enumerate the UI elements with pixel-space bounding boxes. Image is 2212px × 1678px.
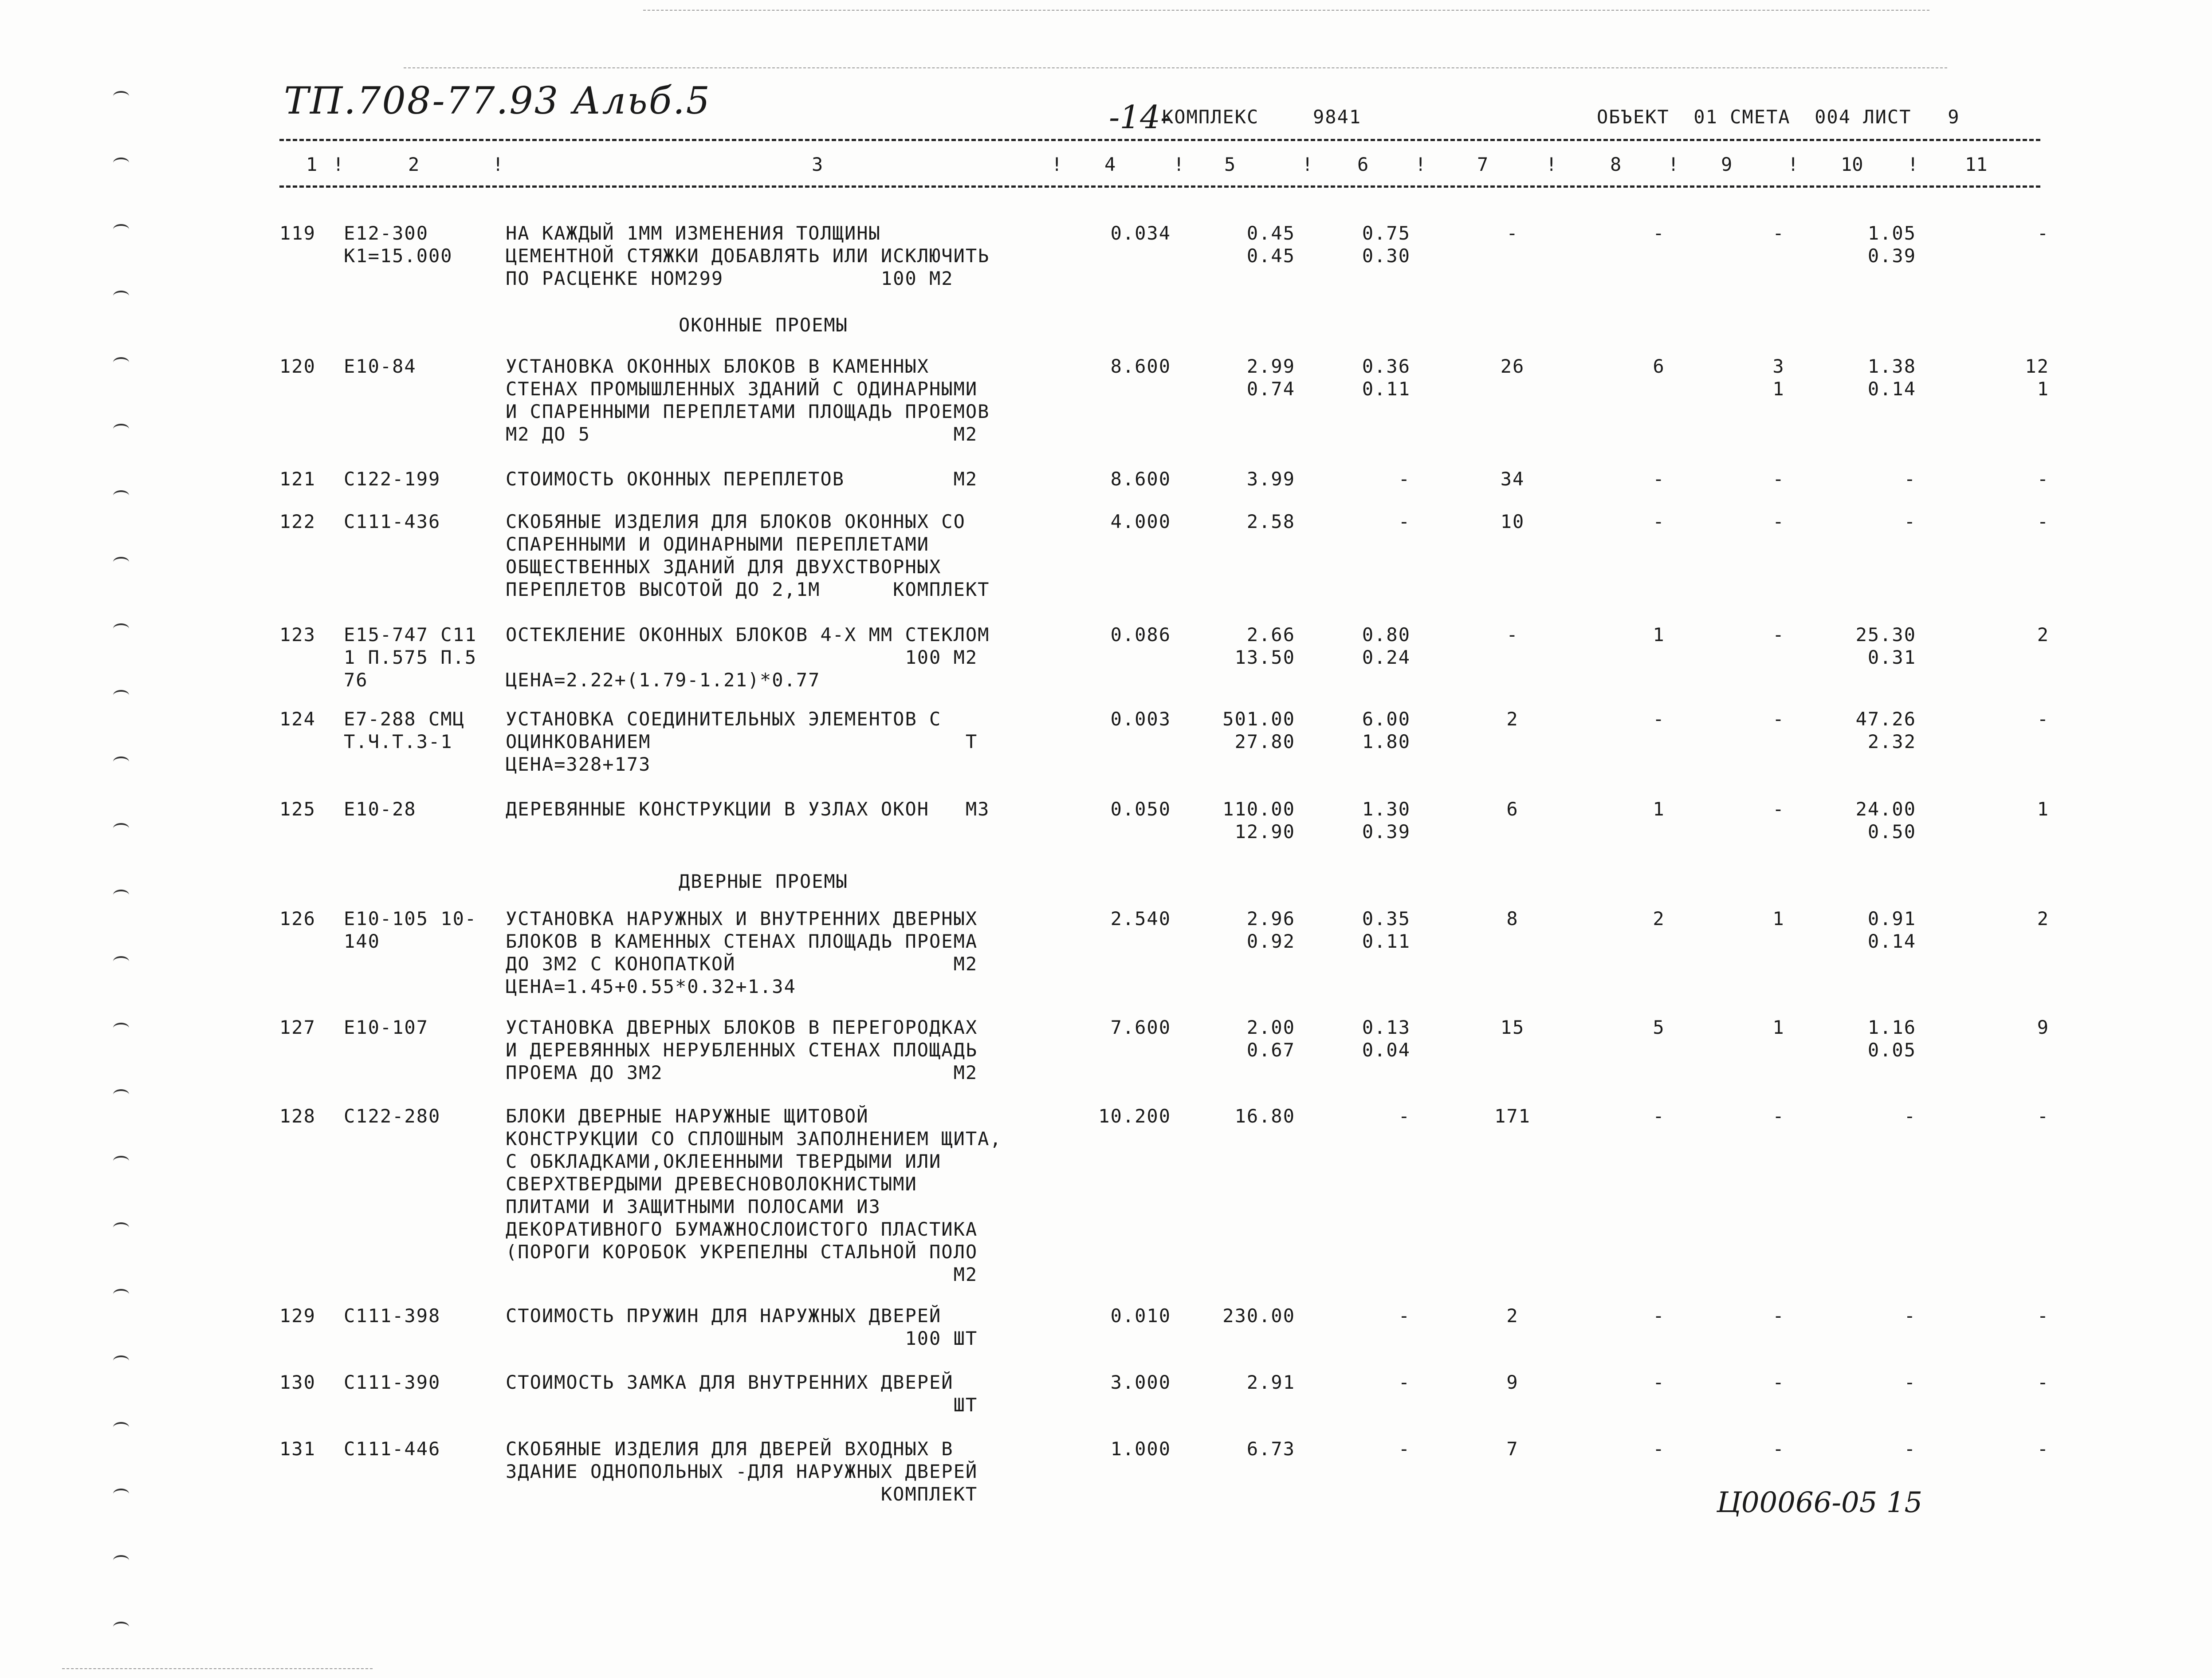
top-rule-2 [404, 67, 1947, 68]
total-wages: 6 [1653, 355, 1665, 377]
labor-hours: - [1904, 511, 1916, 532]
labor-hours: 25.30 0.31 [1855, 624, 1916, 668]
machine-cost: - [1772, 1105, 1785, 1127]
row-number: 127 [279, 1016, 316, 1038]
total-labor: - [2037, 1371, 2049, 1393]
labor-hours: - [1904, 1438, 1916, 1460]
row-number: 129 [279, 1305, 316, 1327]
col-9: 9 [1721, 154, 1733, 175]
binding-mark [113, 291, 129, 301]
total-labor: 9 [2037, 1016, 2049, 1038]
total-wages: - [1653, 468, 1665, 490]
quantity: 0.003 [1110, 708, 1171, 730]
wages: - [1398, 1371, 1410, 1393]
row-number: 130 [279, 1371, 316, 1393]
rate-code: С111-390 [344, 1371, 441, 1393]
total-cost: 34 [1500, 468, 1525, 490]
binding-mark [113, 91, 129, 102]
labor-hours: - [1904, 1105, 1916, 1127]
col-sep: ! [1051, 154, 1063, 175]
complex-label: КОМПЛЕКС [1162, 106, 1259, 128]
wages: - [1398, 1305, 1410, 1327]
binding-mark [113, 490, 129, 501]
total-cost: 8 [1506, 908, 1519, 930]
unit-cost: 16.80 [1234, 1105, 1295, 1127]
labor-hours: 24.00 0.50 [1855, 798, 1916, 843]
total-cost: 15 [1500, 1016, 1525, 1038]
col-2: 2 [408, 154, 420, 175]
binding-mark [113, 1289, 129, 1300]
total-wages: 1 [1653, 798, 1665, 820]
rate-code: Е15-747 С11 1 П.575 П.5 76 [344, 624, 477, 691]
unit-cost: 6.73 [1246, 1438, 1295, 1460]
labor-hours: 47.26 2.32 [1855, 708, 1916, 752]
work-description: СКОБЯНЫЕ ИЗДЕЛИЯ ДЛЯ ДВЕРЕЙ ВХОДНЫХ В ЗДАНИЕ ОДНОПОЛЬНЫХ -ДЛЯ НАРУЖНЫХ ДВЕРЕЙ КОМПЛЕКТ [506, 1438, 978, 1505]
page-number: -14- [1109, 98, 1171, 136]
quantity: 0.050 [1110, 798, 1171, 820]
section-doors: ДВЕРНЫЕ ПРОЕМЫ [679, 871, 849, 892]
labor-hours: 1.16 0.05 [1867, 1016, 1916, 1061]
rate-code: С122-280 [344, 1105, 441, 1127]
total-cost: - [1506, 624, 1519, 646]
document-title: ТП.708-77.93 Альб.5 [284, 79, 711, 122]
wages: - [1398, 1105, 1410, 1127]
work-description: СТОИМОСТЬ ПРУЖИН ДЛЯ НАРУЖНЫХ ДВЕРЕЙ 100 ШТ [506, 1305, 978, 1349]
binding-mark [113, 1023, 129, 1033]
total-labor: - [2037, 222, 2049, 244]
total-wages: - [1653, 1305, 1665, 1327]
total-cost: 171 [1494, 1105, 1531, 1127]
col-10: 10 [1841, 154, 1863, 175]
col-6: 6 [1357, 154, 1369, 175]
labor-hours: 0.91 0.14 [1867, 908, 1916, 952]
object-sheet-info: ОБЪЕКТ 01 СМЕТА 004 ЛИСТ 9 [1597, 106, 1960, 128]
total-labor: 2 [2037, 624, 2049, 646]
unit-cost: 3.99 [1246, 468, 1295, 490]
quantity: 0.010 [1110, 1305, 1171, 1327]
wages: 0.35 0.11 [1362, 908, 1410, 952]
total-wages: 1 [1653, 624, 1665, 646]
quantity: 1.000 [1110, 1438, 1171, 1460]
machine-cost: - [1772, 708, 1785, 730]
rate-code: Е10-107 [344, 1016, 429, 1038]
binding-mark [113, 424, 129, 434]
wages: 6.00 1.80 [1362, 708, 1410, 752]
col-7: 7 [1477, 154, 1489, 175]
wages: 0.36 0.11 [1362, 355, 1410, 400]
col-sep: ! [1788, 154, 1799, 175]
labor-hours: 1.05 0.39 [1867, 222, 1916, 267]
total-cost: 7 [1506, 1438, 1519, 1460]
binding-mark [113, 690, 129, 701]
wages: - [1398, 511, 1410, 532]
labor-hours: - [1904, 1371, 1916, 1393]
machine-cost: - [1772, 1305, 1785, 1327]
total-labor: - [2037, 468, 2049, 490]
total-cost: 6 [1506, 798, 1519, 820]
machine-cost: 1 [1772, 908, 1785, 930]
work-description: СТОИМОСТЬ ЗАМКА ДЛЯ ВНУТРЕННИХ ДВЕРЕЙ ШТ [506, 1371, 978, 1416]
total-wages: - [1653, 222, 1665, 244]
total-wages: 2 [1653, 908, 1665, 930]
total-cost: 26 [1500, 355, 1525, 377]
total-wages: - [1653, 1105, 1665, 1127]
col-11: 11 [1965, 154, 1988, 175]
quantity: 3.000 [1110, 1371, 1171, 1393]
total-cost: 10 [1500, 511, 1525, 532]
labor-hours: 1.38 0.14 [1867, 355, 1916, 400]
top-rule [643, 10, 1929, 11]
unit-cost: 501.00 27.80 [1222, 708, 1295, 752]
total-cost: 9 [1506, 1371, 1519, 1393]
quantity: 10.200 [1098, 1105, 1171, 1127]
work-description: НА КАЖДЫЙ 1ММ ИЗМЕНЕНИЯ ТОЛЩИНЫ ЦЕМЕНТНОЙ СТЯЖКИ ДОБАВЛЯТЬ ИЛИ ИСКЛЮЧИТЬ ПО РАСЦЕНКЕ НОМ299 100 М2 [506, 222, 990, 289]
total-labor: 2 [2037, 908, 2049, 930]
quantity: 2.540 [1110, 908, 1171, 930]
column-header [0, 154, 2212, 180]
row-number: 128 [279, 1105, 316, 1127]
total-cost: 2 [1506, 1305, 1519, 1327]
row-number: 120 [279, 355, 316, 377]
machine-cost: - [1772, 511, 1785, 532]
unit-cost: 2.91 [1246, 1371, 1295, 1393]
col-sep: ! [1173, 154, 1185, 175]
binding-mark [113, 956, 129, 967]
binding-mark [113, 756, 129, 767]
binding-mark [113, 1156, 129, 1166]
total-cost: 2 [1506, 708, 1519, 730]
binding-mark [113, 1089, 129, 1100]
rate-code: С111-446 [344, 1438, 441, 1460]
binding-mark [113, 890, 129, 900]
unit-cost: 230.00 [1222, 1305, 1295, 1327]
total-labor: 12 1 [2025, 355, 2049, 400]
unit-cost: 0.45 0.45 [1246, 222, 1295, 267]
col-3: 3 [812, 154, 823, 175]
rate-code: Е10-84 [344, 355, 416, 377]
work-description: СКОБЯНЫЕ ИЗДЕЛИЯ ДЛЯ БЛОКОВ ОКОННЫХ СО СПАРЕННЫМИ И ОДИНАРНЫМИ ПЕРЕПЛЕТАМИ ОБЩЕСТВЕННЫХ ЗДАНИЙ ДЛЯ ДВУХСТВОРНЫХ ПЕРЕПЛЕТОВ ВЫСОТОЙ ДО 2,1М КОМПЛЕКТ [506, 511, 990, 600]
total-wages: - [1653, 708, 1665, 730]
binding-mark [113, 1422, 129, 1433]
header-divider-top [279, 139, 2040, 141]
unit-cost: 110.00 12.90 [1222, 798, 1295, 843]
row-number: 119 [279, 222, 316, 244]
wages: 0.13 0.04 [1362, 1016, 1410, 1061]
col-sep: ! [1546, 154, 1557, 175]
work-description: СТОИМОСТЬ ОКОННЫХ ПЕРЕПЛЕТОВ М2 [506, 468, 978, 490]
quantity: 7.600 [1110, 1016, 1171, 1038]
row-number: 125 [279, 798, 316, 820]
rate-code: Е10-28 [344, 798, 416, 820]
col-sep: ! [1668, 154, 1679, 175]
quantity: 0.034 [1110, 222, 1171, 244]
rate-code: Е10-105 10- 140 [344, 908, 477, 952]
binding-mark [113, 1489, 129, 1499]
binding-mark [113, 1622, 129, 1632]
col-sep: ! [1415, 154, 1426, 175]
quantity: 8.600 [1110, 355, 1171, 377]
row-number: 124 [279, 708, 316, 730]
total-cost: - [1506, 222, 1519, 244]
row-number: 123 [279, 624, 316, 646]
rate-code: С111-398 [344, 1305, 441, 1327]
col-4: 4 [1104, 154, 1116, 175]
complex-number: 9841 [1313, 106, 1362, 128]
total-wages: - [1653, 1371, 1665, 1393]
document-code: Ц00066-05 15 [1717, 1486, 1923, 1519]
total-labor: - [2037, 1438, 2049, 1460]
unit-cost: 2.66 13.50 [1234, 624, 1295, 668]
row-number: 122 [279, 511, 316, 532]
machine-cost: 3 1 [1772, 355, 1785, 400]
col-sep: ! [1907, 154, 1919, 175]
wages: 0.80 0.24 [1362, 624, 1410, 668]
machine-cost: - [1772, 624, 1785, 646]
binding-mark [113, 1355, 129, 1366]
col-sep: ! [492, 154, 504, 175]
labor-hours: - [1904, 1305, 1916, 1327]
machine-cost: - [1772, 222, 1785, 244]
binding-mark [113, 557, 129, 567]
wages: 0.75 0.30 [1362, 222, 1410, 267]
machine-cost: - [1772, 468, 1785, 490]
rate-code: С122-199 [344, 468, 441, 490]
col-8: 8 [1610, 154, 1622, 175]
unit-cost: 2.58 [1246, 511, 1295, 532]
labor-hours: - [1904, 468, 1916, 490]
col-sep: ! [333, 154, 344, 175]
quantity: 8.600 [1110, 468, 1171, 490]
col-5: 5 [1224, 154, 1236, 175]
unit-cost: 2.96 0.92 [1246, 908, 1295, 952]
bottom-rule [62, 1668, 373, 1669]
total-wages: - [1653, 511, 1665, 532]
work-description: УСТАНОВКА СОЕДИНИТЕЛЬНЫХ ЭЛЕМЕНТОВ С ОЦИНКОВАНИЕМ Т ЦЕНА=328+173 [506, 708, 978, 775]
machine-cost: - [1772, 1438, 1785, 1460]
binding-mark [113, 623, 129, 634]
col-sep: ! [1302, 154, 1313, 175]
section-windows: ОКОННЫЕ ПРОЕМЫ [679, 314, 849, 336]
header-divider-bottom [279, 185, 2040, 188]
wages: 1.30 0.39 [1362, 798, 1410, 843]
quantity: 4.000 [1110, 511, 1171, 532]
total-labor: - [2037, 511, 2049, 532]
total-wages: - [1653, 1438, 1665, 1460]
work-description: УСТАНОВКА ДВЕРНЫХ БЛОКОВ В ПЕРЕГОРОДКАХ И ДЕРЕВЯННЫХ НЕРУБЛЕННЫХ СТЕНАХ ПЛОЩАДЬ ПРОЕМА ДО 3М2 М2 [506, 1016, 978, 1083]
row-number: 121 [279, 468, 316, 490]
rate-code: С111-436 [344, 511, 441, 532]
total-wages: 5 [1653, 1016, 1665, 1038]
binding-mark [113, 823, 129, 834]
rate-code: Е12-300 К1=15.000 [344, 222, 453, 267]
binding-mark [113, 357, 129, 368]
machine-cost: - [1772, 798, 1785, 820]
total-labor: 1 [2037, 798, 2049, 820]
unit-cost: 2.00 0.67 [1246, 1016, 1295, 1061]
binding-mark [113, 1555, 129, 1566]
unit-cost: 2.99 0.74 [1246, 355, 1295, 400]
work-description: БЛОКИ ДВЕРНЫЕ НАРУЖНЫЕ ЩИТОВОЙ КОНСТРУКЦИИ СО СПЛОШНЫМ ЗАПОЛНЕНИЕМ ЩИТА, С ОБКЛАДКАМИ,ОКЛЕЕННЫМИ ТВЕРДЫМИ ИЛИ СВЕРХТВЕРДЫМИ ДРЕВЕСНОВОЛОКНИСТЫМИ ПЛИТАМИ И ЗАЩИТНЫМИ ПОЛОСАМИ ИЗ ДЕКОРАТИВНОГО БУМАЖНОСЛОИСТОГО ПЛАСТИКА (ПОРОГИ КОРОБОК УКРЕПЕЛНЫ СТАЛЬНОЙ ПОЛО М2 [506, 1105, 1002, 1285]
work-description: ДЕРЕВЯННЫЕ КОНСТРУКЦИИ В УЗЛАХ ОКОН М3 [506, 798, 990, 820]
machine-cost: 1 [1772, 1016, 1785, 1038]
total-labor: - [2037, 1105, 2049, 1127]
col-1: 1 [306, 154, 318, 175]
quantity: 0.086 [1110, 624, 1171, 646]
binding-mark [113, 224, 129, 235]
total-labor: - [2037, 1305, 2049, 1327]
work-description: УСТАНОВКА ОКОННЫХ БЛОКОВ В КАМЕННЫХ СТЕНАХ ПРОМЫШЛЕННЫХ ЗДАНИЙ С ОДИНАРНЫМИ И СПАРЕННЫМИ ПЕРЕПЛЕТАМИ ПЛОЩАДЬ ПРОЕМОВ М2 ДО 5 М2 [506, 355, 990, 445]
wages: - [1398, 468, 1410, 490]
machine-cost: - [1772, 1371, 1785, 1393]
row-number: 126 [279, 908, 316, 930]
binding-mark [113, 1222, 129, 1233]
work-description: УСТАНОВКА НАРУЖНЫХ И ВНУТРЕННИХ ДВЕРНЫХ БЛОКОВ В КАМЕННЫХ СТЕНАХ ПЛОЩАДЬ ПРОЕМА ДО 3М2 С КОНОПАТКОЙ М2 ЦЕНА=1.45+0.55*0.32+1.34 [506, 908, 978, 997]
rate-code: Е7-288 СМЦ Т.Ч.Т.3-1 [344, 708, 465, 752]
wages: - [1398, 1438, 1410, 1460]
work-description: ОСТЕКЛЕНИЕ ОКОННЫХ БЛОКОВ 4-Х ММ СТЕКЛОМ 100 М2 ЦЕНА=2.22+(1.79-1.21)*0.77 [506, 624, 990, 691]
row-number: 131 [279, 1438, 316, 1460]
total-labor: - [2037, 708, 2049, 730]
